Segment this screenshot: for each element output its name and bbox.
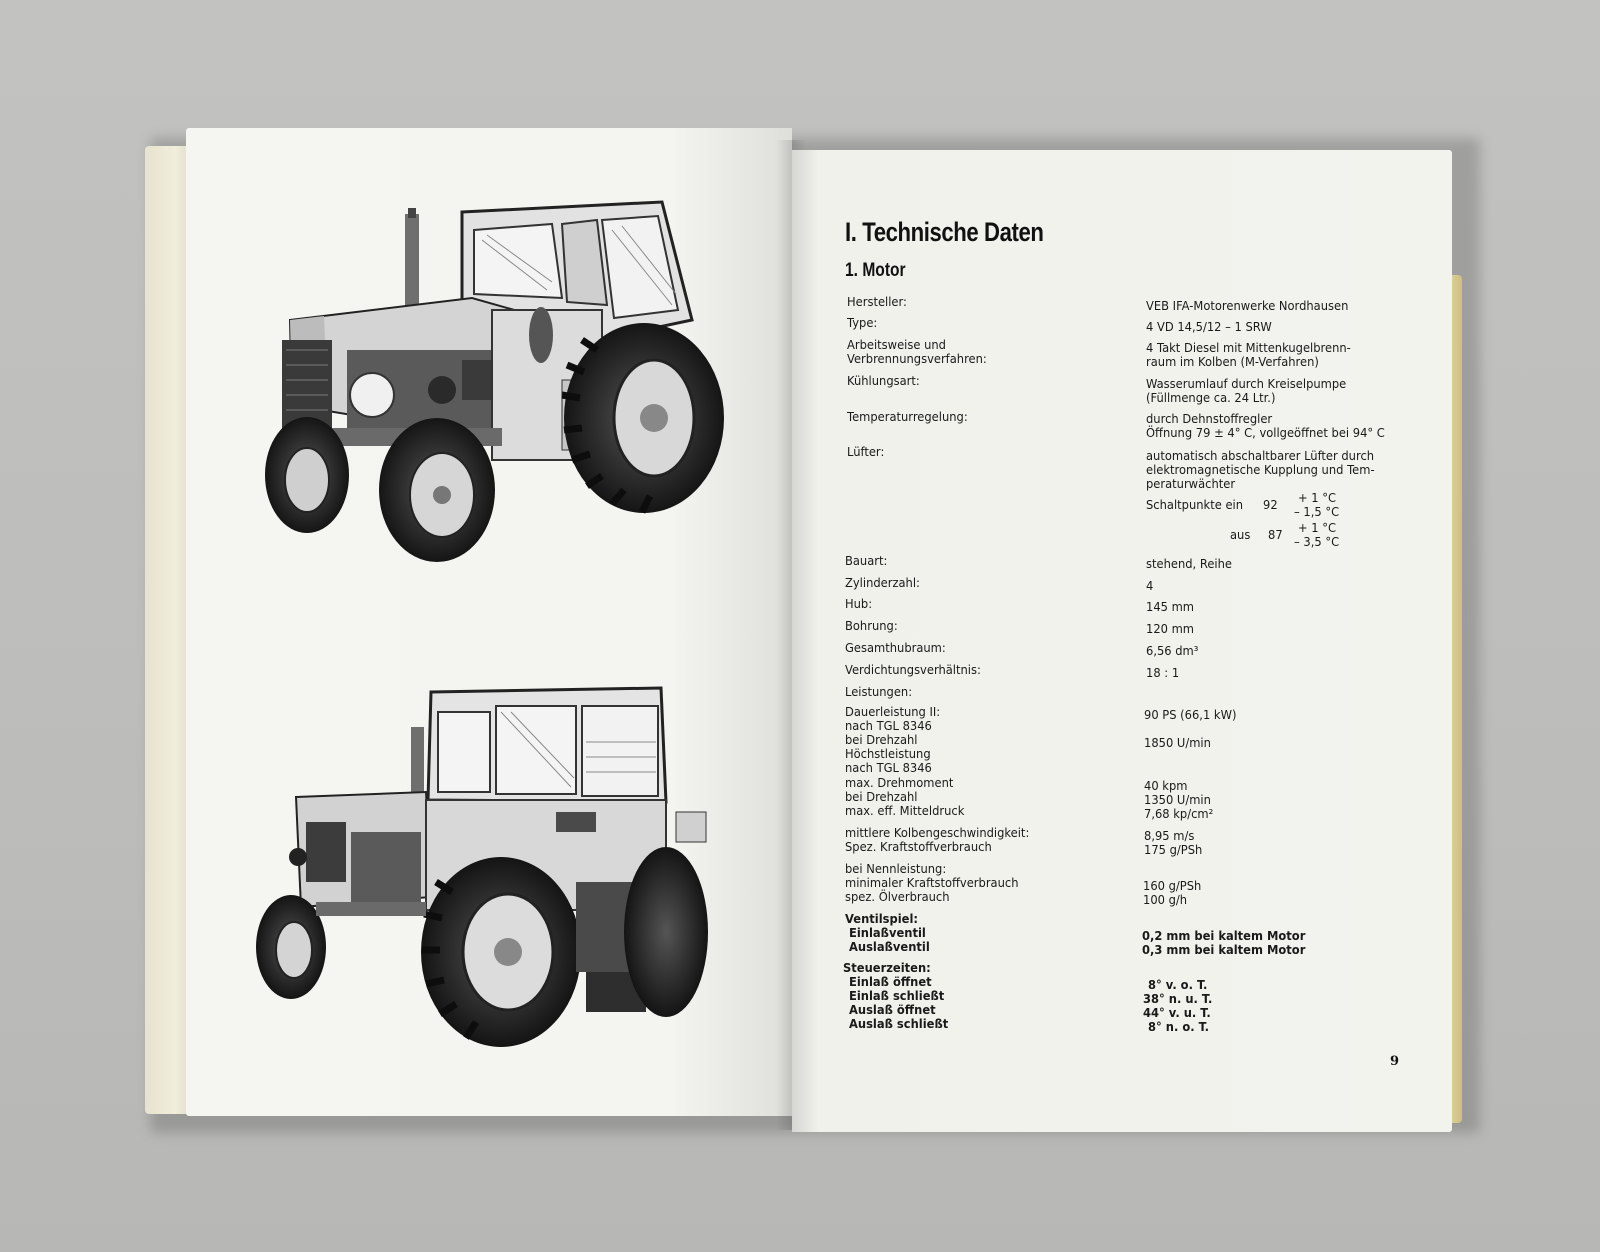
steuerzeit-value-einlass-oeffnet: 8° v. o. T.: [1148, 977, 1208, 992]
steuerzeit-value-auslass-schliesst: 8° n. o. T.: [1148, 1019, 1210, 1034]
steuerzeit-value-einlass-schliesst: 38° n. u. T.: [1143, 991, 1213, 1006]
spec-label-temperaturregelung: Temperaturregelung:: [847, 409, 968, 424]
spec-value-mitteldruck: 7,68 kp/cm²: [1144, 806, 1214, 821]
spec-label-auslassventil: Auslaßventil: [849, 939, 930, 954]
spec-value-dauerleistung: 90 PS (66,1 kW): [1144, 707, 1237, 722]
spec-value-oelverbrauch: 100 g/h: [1143, 892, 1188, 907]
spec-value-temperaturregelung-2: Öffnung 79 ± 4° C, vollgeöffnet bei 94° C: [1146, 425, 1385, 440]
tractor-front-photo: [262, 190, 732, 575]
schaltpunkt-ein-plus: + 1 °C: [1298, 490, 1337, 505]
schaltpunkt-ein-value: 92: [1263, 497, 1278, 512]
page-number: 9: [1390, 1054, 1400, 1069]
spec-value-luefter-3: peraturwächter: [1146, 476, 1236, 491]
spec-label-drehmoment: max. Drehmoment: [845, 775, 954, 790]
spec-value-gesamthubraum: 6,56 dm³: [1146, 643, 1199, 658]
spec-label-tgl-2: nach TGL 8346: [845, 760, 932, 775]
spec-label-type: Type:: [847, 315, 878, 330]
spec-value-drehzahl-2: 1350 U/min: [1144, 792, 1211, 807]
spec-value-kraftstoffverbrauch: 175 g/PSh: [1144, 842, 1203, 857]
schaltpunkt-aus-value: 87: [1268, 527, 1283, 542]
spec-label-drehzahl-2: bei Drehzahl: [845, 789, 918, 804]
spec-value-drehzahl-1: 1850 U/min: [1144, 735, 1211, 750]
steuerzeit-label-auslass-schliesst: Auslaß schließt: [849, 1016, 949, 1031]
spec-label-hub: Hub:: [845, 596, 873, 611]
spec-value-hub: 145 mm: [1146, 599, 1195, 614]
spec-value-min-verbrauch: 160 g/PSh: [1143, 878, 1202, 893]
section-heading: I. Technische Daten: [845, 217, 1044, 247]
spec-label-kraftstoffverbrauch: Spez. Kraftstoffverbrauch: [845, 839, 992, 854]
spec-label-kolbengeschwindigkeit: mittlere Kolbengeschwindigkeit:: [845, 825, 1030, 840]
spec-value-hersteller: VEB IFA-Motorenwerke Nordhausen: [1146, 298, 1349, 313]
spec-label-tgl-1: nach TGL 8346: [845, 718, 932, 733]
spec-label-drehzahl-1: bei Drehzahl: [845, 732, 918, 747]
schaltpunkt-aus-plus: + 1 °C: [1298, 520, 1337, 535]
spec-label-gesamthubraum: Gesamthubraum:: [845, 640, 946, 655]
spec-value-type: 4 VD 14,5/12 – 1 SRW: [1146, 319, 1272, 334]
spec-label-ventilspiel: Ventilspiel:: [845, 911, 919, 926]
spec-value-einlassventil: 0,2 mm bei kaltem Motor: [1142, 928, 1306, 943]
spec-label-verdichtung: Verdichtungsverhältnis:: [845, 662, 981, 677]
spec-value-bohrung: 120 mm: [1146, 621, 1195, 636]
schaltpunkt-aus-label: aus: [1230, 527, 1251, 542]
spec-label-bauart: Bauart:: [845, 553, 888, 568]
spec-label-oelverbrauch: spez. Ölverbrauch: [845, 889, 950, 904]
spec-value-drehmoment: 40 kpm: [1144, 778, 1188, 793]
spec-value-kolbengeschwindigkeit: 8,95 m/s: [1144, 828, 1195, 843]
spec-value-luefter-1: automatisch abschaltbarer Lüfter durch: [1146, 448, 1375, 463]
steuerzeit-label-einlass-schliesst: Einlaß schließt: [849, 988, 945, 1003]
spec-value-arbeitsweise-1: 4 Takt Diesel mit Mittenkugelbrenn-: [1146, 340, 1351, 355]
spec-label-einlassventil: Einlaßventil: [849, 925, 926, 940]
spec-value-temperaturregelung-1: durch Dehnstoffregler: [1146, 411, 1273, 426]
spec-value-auslassventil: 0,3 mm bei kaltem Motor: [1142, 942, 1306, 957]
spec-label-mitteldruck: max. eff. Mitteldruck: [845, 803, 965, 818]
schaltpunkte-label: Schaltpunkte ein: [1146, 497, 1244, 512]
schaltpunkt-aus-minus: – 3,5 °C: [1294, 534, 1340, 549]
spec-label-kuehlungsart: Kühlungsart:: [847, 373, 920, 388]
spec-label-steuerzeiten: Steuerzeiten:: [843, 960, 931, 975]
spec-value-luefter-2: elektromagnetische Kupplung und Tem-: [1146, 462, 1375, 477]
steuerzeit-label-einlass-oeffnet: Einlaß öffnet: [849, 974, 932, 989]
spec-label-zylinderzahl: Zylinderzahl:: [845, 575, 920, 590]
spec-label-min-verbrauch: minimaler Kraftstoffverbrauch: [845, 875, 1019, 890]
spec-label-arbeitsweise: Arbeitsweise und: [847, 337, 946, 352]
subsection-heading: 1. Motor: [845, 260, 906, 281]
schaltpunkt-ein-minus: – 1,5 °C: [1294, 504, 1340, 519]
spec-label-verbrennung: Verbrennungsverfahren:: [847, 351, 987, 366]
spec-value-arbeitsweise-2: raum im Kolben (M-Verfahren): [1146, 354, 1319, 369]
spec-label-dauerleistung: Dauerleistung II:: [845, 704, 941, 719]
spec-value-bauart: stehend, Reihe: [1146, 556, 1232, 571]
spec-value-verdichtung: 18 : 1: [1146, 665, 1180, 680]
spec-label-bohrung: Bohrung:: [845, 618, 898, 633]
spec-label-luefter: Lüfter:: [847, 444, 885, 459]
tractor-rear-photo: [256, 682, 736, 1054]
spec-label-nennleistung: bei Nennleistung:: [845, 861, 947, 876]
spec-value-kuehlungsart-1: Wasserumlauf durch Kreiselpumpe: [1146, 376, 1347, 391]
spec-value-kuehlungsart-2: (Füllmenge ca. 24 Ltr.): [1146, 390, 1276, 405]
spec-value-zylinderzahl: 4: [1146, 578, 1154, 593]
steuerzeit-label-auslass-oeffnet: Auslaß öffnet: [849, 1002, 936, 1017]
steuerzeit-value-auslass-oeffnet: 44° v. u. T.: [1143, 1005, 1211, 1020]
spec-label-hoechstleistung: Höchstleistung: [845, 746, 931, 761]
spec-label-leistungen: Leistungen:: [845, 684, 913, 699]
spec-label-hersteller: Hersteller:: [847, 294, 907, 309]
